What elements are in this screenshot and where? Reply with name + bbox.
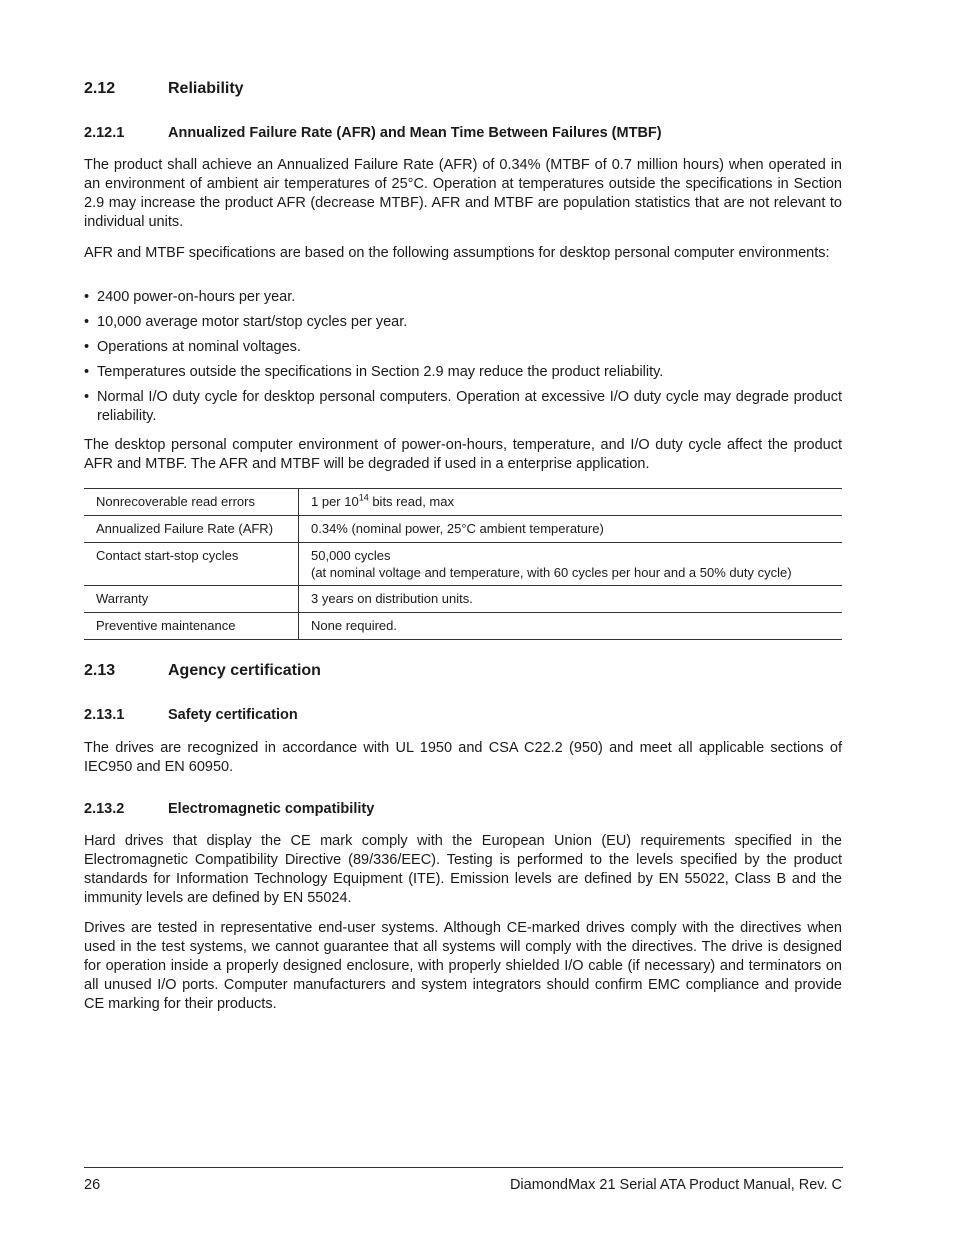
- assumptions-paragraph: AFR and MTBF specifications are based on the following assumptions for desktop personal computer environments:: [84, 245, 830, 261]
- footer-divider: [84, 1167, 843, 1168]
- list-item: • 2400 power-on-hours per year.: [84, 289, 296, 305]
- safety-paragraph: The drives are recognized in accordance with UL 1950 and CSA C22.2 (950) and meet all applicable sections of IEC950 and EN 60950.: [84, 740, 842, 775]
- section-number: 2.13.2: [84, 801, 125, 817]
- bullet-icon: •: [84, 389, 90, 405]
- table-row: [84, 516, 842, 543]
- list-item: • Normal I/O duty cycle for desktop personal computers. Operation at excessive I/O duty cycle may degrade product reliability.: [84, 389, 842, 424]
- table-cell-value: 0.34% (nominal power, 25°C ambient temperature): [299, 516, 843, 543]
- bullet-icon: •: [84, 364, 90, 380]
- section-number: 2.12.1: [84, 125, 125, 141]
- bullet-icon: •: [84, 314, 90, 330]
- section-title: Reliability: [168, 80, 244, 97]
- section-number: 2.13.1: [84, 707, 125, 723]
- table-cell-value: 1 per $10^{14}$ bits read, max: [299, 489, 843, 516]
- section-title: Annualized Failure Rate (AFR) and Mean Time Between Failures (MTBF): [168, 125, 662, 141]
- document-title: DiamondMax 21 Serial ATA Product Manual, Rev. C: [509, 1177, 842, 1193]
- table-cell-value: 50,000 cycles (at nominal voltage and temperature, with 60 cycles per hour and a 50% duty cycle): [299, 543, 843, 586]
- table-cell-key: Warranty: [84, 586, 299, 613]
- table-cell-value: 3 years on distribution units.: [299, 586, 843, 613]
- section-title: Electromagnetic compatibility: [168, 801, 375, 817]
- section-number: 2.13: [84, 662, 116, 679]
- table-cell-value: None required.: [299, 613, 843, 640]
- section-number: 2.12: [84, 80, 116, 97]
- emc-paragraph-2: Drives are tested in representative end-user systems. Although CE-marked drives comply with the directives when used in the test systems, we cannot guarantee that all systems will comply with the directives. The drive is designed for operation inside a properly designed enclosure, with properly shielded I/O cable (if necessary) and terminators on all unused I/O ports. Computer manufacturers and system integrators should confirm EMC compliance and provide CE marking for their products.: [84, 920, 842, 1012]
- table-cell-key: Preventive maintenance: [84, 613, 299, 640]
- table-row: [84, 586, 842, 613]
- list-item: • Temperatures outside the specifications in Section 2.9 may reduce the product reliability.: [84, 364, 664, 380]
- list-item: • 10,000 average motor start/stop cycles per year.: [84, 314, 408, 330]
- bullet-icon: •: [84, 339, 90, 355]
- table-row: [84, 489, 842, 516]
- assumptions-list: [84, 288, 842, 432]
- bullet-icon: •: [84, 289, 90, 305]
- environment-paragraph: The desktop personal computer environment of power-on-hours, temperature, and I/O duty cycle affect the product AFR and MTBF. The AFR and MTBF will be degraded if used in a enterprise application.: [84, 437, 842, 472]
- section-title: Safety certification: [168, 707, 298, 723]
- list-item: • Operations at nominal voltages.: [84, 339, 301, 355]
- table-cell-key: Annualized Failure Rate (AFR): [84, 516, 299, 543]
- table-cell-key: Nonrecoverable read errors: [84, 489, 299, 516]
- page-number: 26: [84, 1177, 101, 1193]
- afr-paragraph: The product shall achieve an Annualized Failure Rate (AFR) of 0.34% (MTBF of 0.7 million hours) when operated in an environment of ambient air temperatures of 25°C. Operation at temperatures outside the specifications in Section 2.9 may increase the product AFR (decrease MTBF). AFR and MTBF are population statistics that are not relevant to individual units.: [84, 157, 842, 230]
- table-cell-key: Contact start-stop cycles: [84, 543, 299, 586]
- section-title: Agency certification: [168, 662, 321, 679]
- emc-paragraph-1: Hard drives that display the CE mark comply with the European Union (EU) requirements specified in the Electromagnetic Compatibility Directive (89/336/EEC). Testing is performed to the levels specified by the product standards for Information Technology Equipment (ITE). Emission levels are defined by EN 55022, Class B and the immunity levels are defined by EN 55024.: [84, 833, 842, 906]
- table-row: [84, 613, 842, 640]
- reliability-table: [84, 488, 842, 640]
- table-row: [84, 543, 842, 586]
